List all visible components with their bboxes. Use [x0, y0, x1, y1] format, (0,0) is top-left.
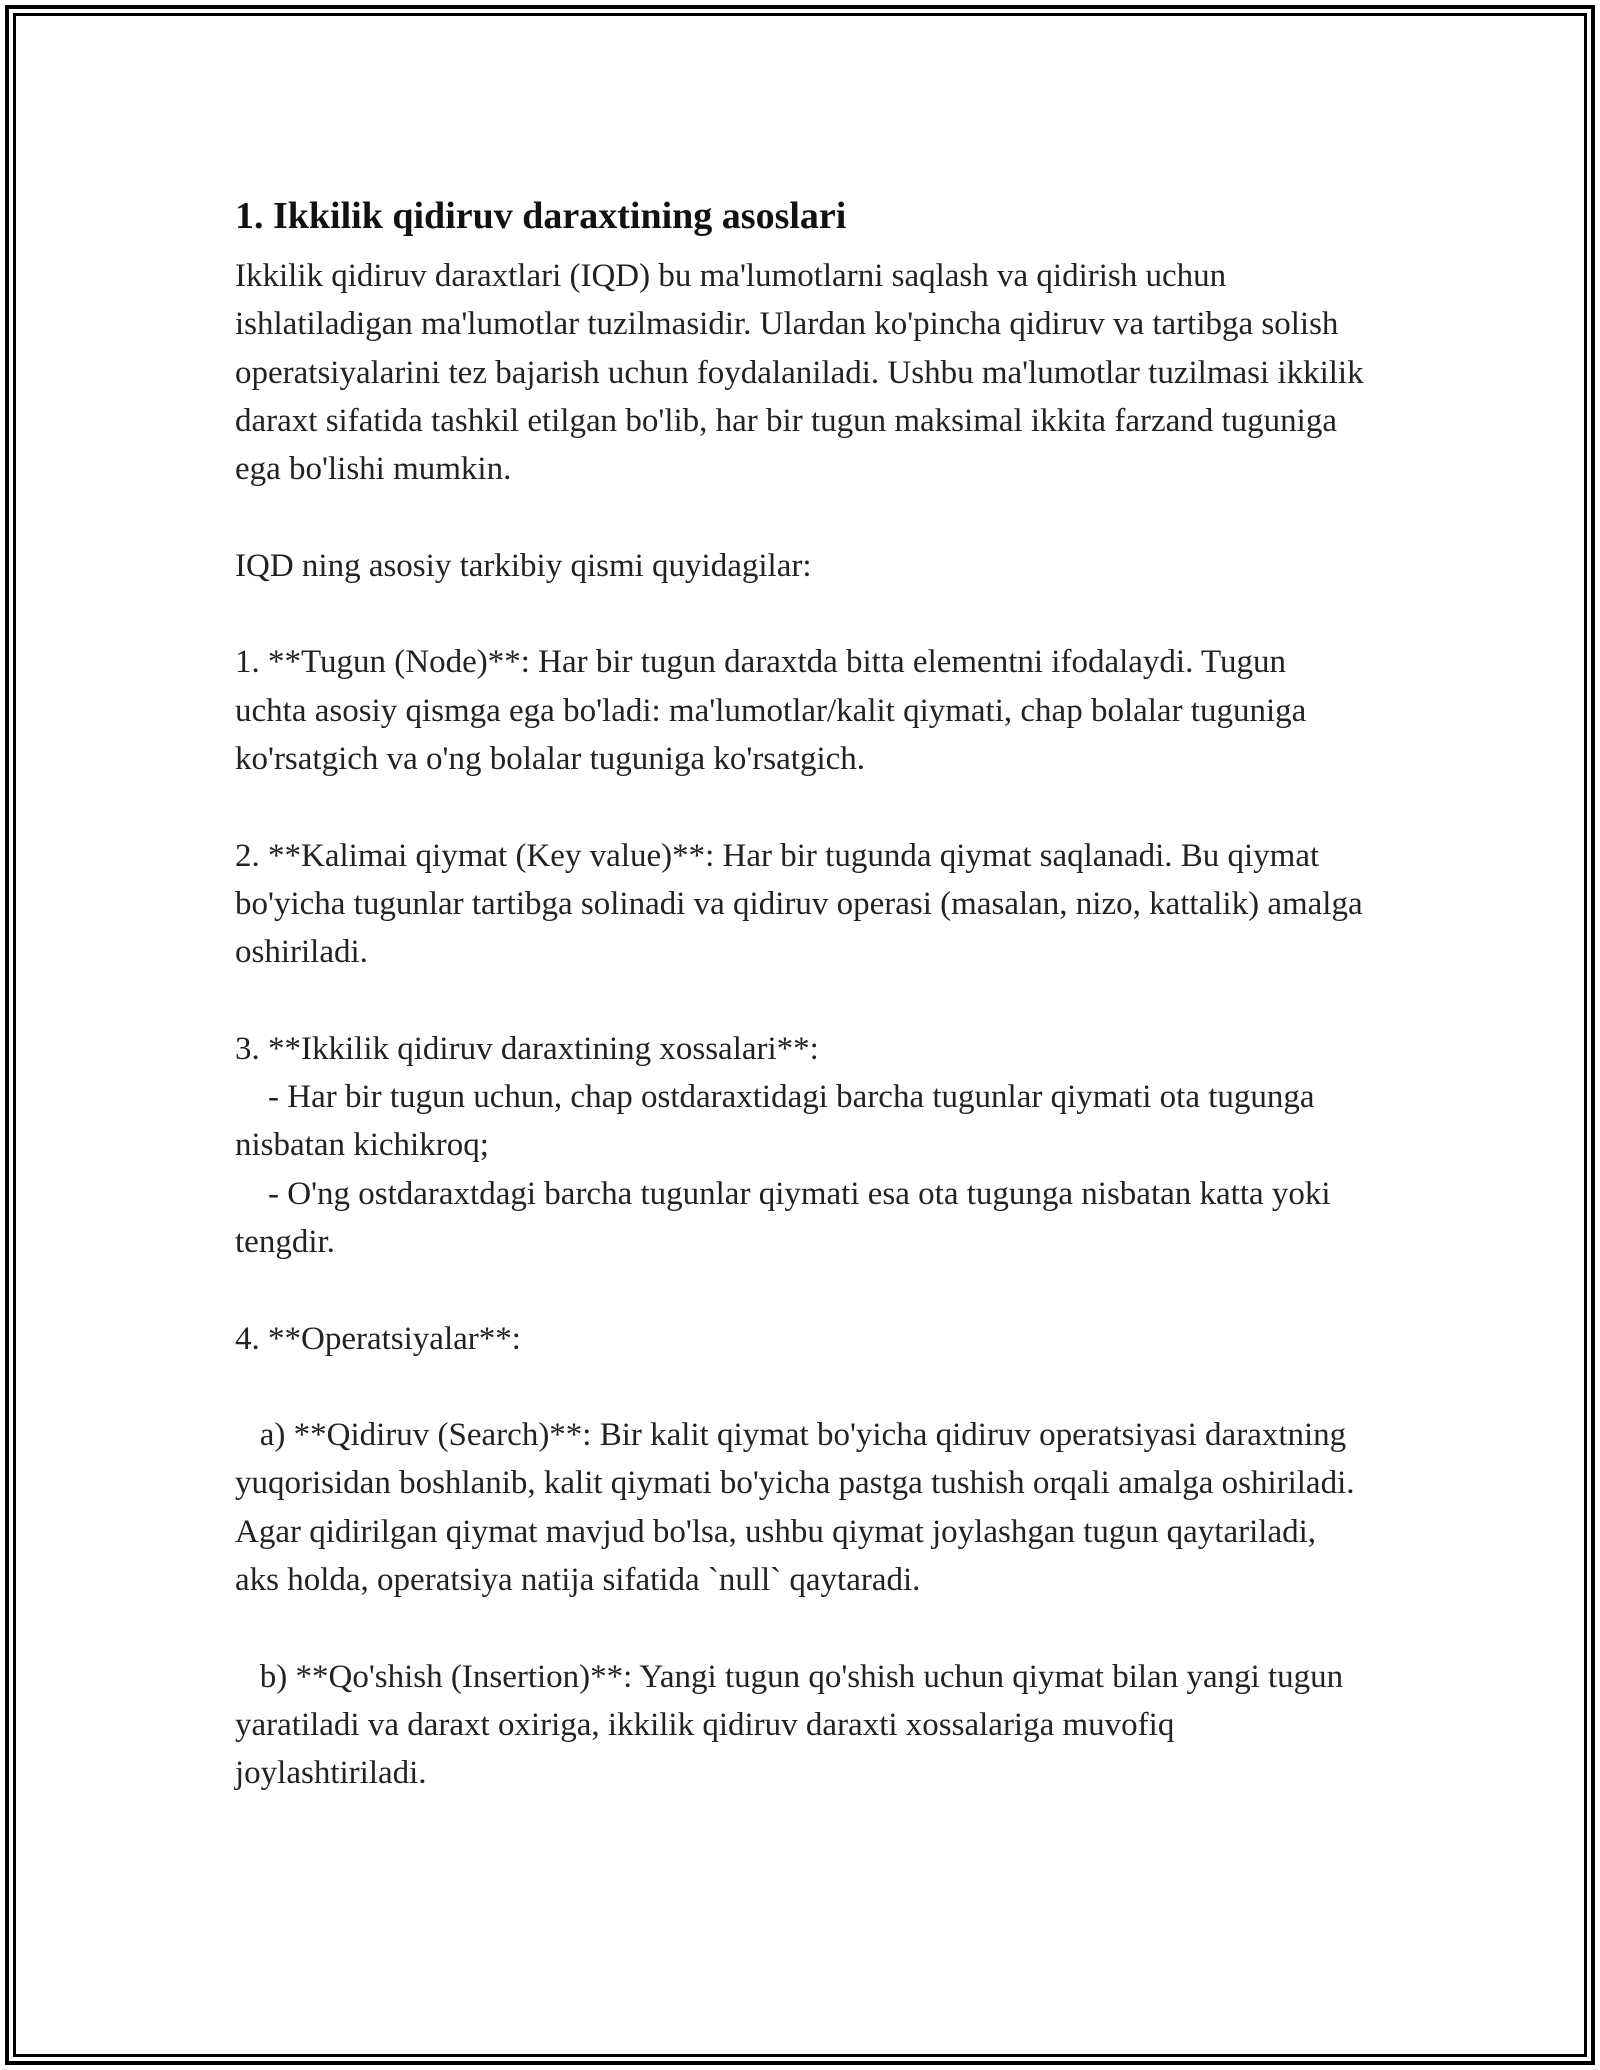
components-intro: IQD ning asosiy tarkibiy qismi quyidagilar: — [235, 547, 812, 584]
document-title: 1. Ikkilik qidiruv daraxtining asoslari — [235, 195, 847, 237]
operation-insertion: b) **Qo'shish (Insertion)**: Yangi tugun qo'shish uchun qiymat bilan yangi tugun yaratiladi va daraxt oxiriga, ikkilik qidiruv daraxti xossalariga muvofiq joylashtiriladi. — [235, 1658, 1352, 1792]
intro-paragraph: Ikkilik qidiruv daraxtlari (IQD) bu ma'lumotlarni saqlash va qidirish uchun ishlatiladigan ma'lumotlar tuzilmasidir. Ulardan ko'pincha qidiruv va tartibga solish operatsiyalarini tez bajarish uchun foydalaniladi. Ushbu ma'lumotlar tuzilmasi ikkilik daraxt sifatida tashkil etilgan bo'lib, har bir tugun maksimal ikkita farzand tuguniga ega bo'lishi mumkin. — [235, 258, 1372, 488]
list-item-operations-heading: 4. **Operatsiyalar**: — [235, 1320, 521, 1357]
paragraph-spacer — [235, 493, 1365, 541]
paragraph-spacer — [235, 590, 1365, 638]
properties-point-left: - Har bir tugun uchun, chap ostdaraxtidagi barcha tugunlar qiymati ota tugunga nisbatan kichikroq; — [235, 1079, 1323, 1164]
operation-search: a) **Qidiruv (Search)**: Bir kalit qiymat bo'yicha qidiruv operatsiyasi daraxtning yuqorisidan boshlanib, kalit qiymati bo'yicha pastga tushish orqali amalga oshiriladi. Agar qidirilgan qiymat mavjud bo'lsa, ushbu qiymat joylashgan tugun qaytariladi, aks holda, operatsiya natija sifatida `null` qaytaradi. — [235, 1417, 1361, 1599]
paragraph-spacer — [235, 1604, 1365, 1652]
paragraph-spacer — [235, 976, 1365, 1024]
document-body — [235, 182, 1372, 1798]
paragraph-spacer — [235, 1363, 1365, 1411]
list-item-key-value: 2. **Kalimai qiymat (Key value)**: Har bir tugunda qiymat saqlanadi. Bu qiymat bo'yicha tugunlar tartibga solinadi va qidiruv operasi (masalan, nizo, kattalik) amalga oshiriladi. — [235, 837, 1371, 971]
paragraph-spacer — [235, 1266, 1365, 1314]
list-item-properties-heading: 3. **Ikkilik qidiruv daraxtining xossalari**: — [235, 1030, 819, 1067]
paragraph-spacer — [235, 783, 1365, 831]
properties-point-right: - O'ng ostdaraxtdagi barcha tugunlar qiymati esa ota tugunga nisbatan katta yoki tengdir. — [235, 1175, 1339, 1260]
list-item-node: 1. **Tugun (Node)**: Har bir tugun daraxtda bitta elementni ifodalaydi. Tugun uchta asosiy qismga ega bo'ladi: ma'lumotlar/kalit qiymati, chap bolalar tuguniga ko'rsatgich va o'ng bolalar tuguniga ko'rsatgich. — [235, 644, 1315, 777]
